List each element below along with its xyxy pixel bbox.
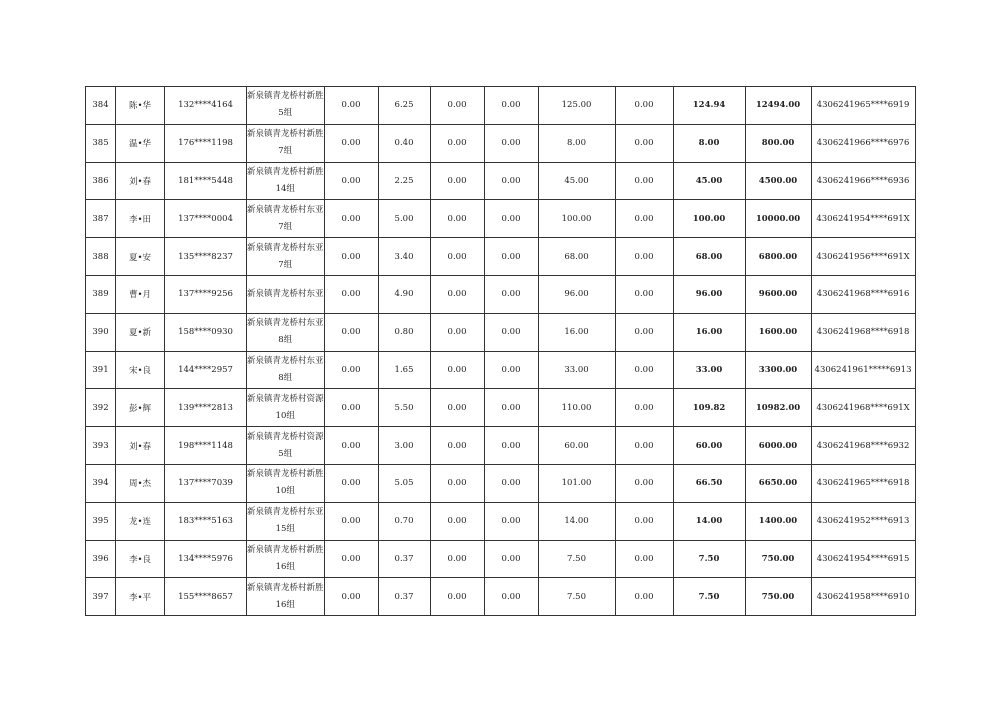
id-number: 4306241961*****6913: [811, 351, 915, 389]
value-col-3: 0.00: [430, 464, 484, 502]
address-line-1: 新泉镇青龙桥村东亚: [247, 355, 324, 366]
table-row: [86, 275, 916, 313]
table-row: [86, 540, 916, 578]
value-col-5: 101.00: [538, 464, 615, 502]
table-row: [86, 238, 916, 276]
address-line-1: 新泉镇青龙桥村东亚: [247, 288, 324, 299]
value-col-3: 0.00: [430, 351, 484, 389]
id-number: 4306241968****691X: [811, 389, 915, 427]
value-col-5: 45.00: [538, 162, 615, 200]
amount-total: 10982.00: [745, 389, 811, 427]
person-name: 刘•春: [116, 427, 165, 465]
value-col-4: 0.00: [484, 124, 538, 162]
value-col-7: 14.00: [673, 502, 745, 540]
id-number: 4306241952****6913: [811, 502, 915, 540]
address-cell: [247, 351, 325, 389]
phone-number: 137****0004: [165, 200, 247, 238]
address-line-2: 16组: [275, 561, 295, 572]
value-col-7: 45.00: [673, 162, 745, 200]
value-col-5: 96.00: [538, 275, 615, 313]
value-col-2: 5.00: [378, 200, 430, 238]
value-col-2: 0.37: [378, 578, 430, 616]
phone-number: 144****2957: [165, 351, 247, 389]
person-name: 陈•华: [116, 87, 165, 125]
value-col-4: 0.00: [484, 389, 538, 427]
address-line-2: 7组: [278, 221, 293, 232]
address-line-2: 5组: [278, 448, 293, 459]
address-cell: [247, 87, 325, 125]
phone-number: 137****9256: [165, 275, 247, 313]
address-cell: [247, 540, 325, 578]
amount-total: 800.00: [745, 124, 811, 162]
row-number: 387: [86, 200, 116, 238]
value-col-4: 0.00: [484, 238, 538, 276]
person-name: 夏•新: [116, 313, 165, 351]
amount-total: 750.00: [745, 540, 811, 578]
value-col-4: 0.00: [484, 427, 538, 465]
value-col-1: 0.00: [324, 351, 378, 389]
table-row: [86, 200, 916, 238]
id-number: 4306241966****6976: [811, 124, 915, 162]
amount-total: 10000.00: [745, 200, 811, 238]
value-col-1: 0.00: [324, 124, 378, 162]
address-line-2: 8组: [278, 335, 293, 346]
value-col-2: 1.65: [378, 351, 430, 389]
person-name: 温•华: [116, 124, 165, 162]
address-line-2: 15组: [275, 524, 295, 535]
person-name: 龙•连: [116, 502, 165, 540]
id-number: 4306241965****6918: [811, 464, 915, 502]
id-number: 4306241954****6915: [811, 540, 915, 578]
value-col-1: 0.00: [324, 502, 378, 540]
person-name: 宋•良: [116, 351, 165, 389]
value-col-1: 0.00: [324, 464, 378, 502]
address-line-2: 5组: [278, 108, 293, 119]
value-col-4: 0.00: [484, 275, 538, 313]
address-line-1: 新泉镇青龙桥村新胜: [247, 166, 324, 177]
value-col-6: 0.00: [615, 502, 673, 540]
address-cell: [247, 275, 325, 313]
address-line-1: 新泉镇青龙桥村东亚: [247, 242, 324, 253]
value-col-1: 0.00: [324, 87, 378, 125]
value-col-1: 0.00: [324, 238, 378, 276]
id-number: 4306241968****6916: [811, 275, 915, 313]
value-col-7: 124.94: [673, 87, 745, 125]
row-number: 394: [86, 464, 116, 502]
value-col-6: 0.00: [615, 540, 673, 578]
value-col-1: 0.00: [324, 427, 378, 465]
value-col-2: 0.70: [378, 502, 430, 540]
address-line-1: 新泉镇青龙桥村新胜: [247, 469, 324, 480]
value-col-7: 8.00: [673, 124, 745, 162]
person-name: 刘•春: [116, 162, 165, 200]
value-col-5: 68.00: [538, 238, 615, 276]
address-cell: [247, 124, 325, 162]
address-cell: [247, 389, 325, 427]
value-col-6: 0.00: [615, 124, 673, 162]
address-cell: [247, 162, 325, 200]
value-col-4: 0.00: [484, 540, 538, 578]
table-row: [86, 502, 916, 540]
address-cell: [247, 313, 325, 351]
phone-number: 135****8237: [165, 238, 247, 276]
value-col-6: 0.00: [615, 87, 673, 125]
value-col-5: 16.00: [538, 313, 615, 351]
address-line-2: 7组: [278, 259, 293, 270]
id-number: 4306241954****691X: [811, 200, 915, 238]
value-col-7: 16.00: [673, 313, 745, 351]
row-number: 385: [86, 124, 116, 162]
address-line-2: 7组: [278, 146, 293, 157]
value-col-6: 0.00: [615, 275, 673, 313]
value-col-3: 0.00: [430, 200, 484, 238]
person-name: 李•良: [116, 540, 165, 578]
address-line-2: 8组: [278, 372, 293, 383]
value-col-3: 0.00: [430, 578, 484, 616]
value-col-7: 7.50: [673, 578, 745, 616]
value-col-1: 0.00: [324, 200, 378, 238]
person-name: 曹•月: [116, 275, 165, 313]
row-number: 386: [86, 162, 116, 200]
value-col-4: 0.00: [484, 200, 538, 238]
row-number: 397: [86, 578, 116, 616]
value-col-5: 7.50: [538, 540, 615, 578]
value-col-6: 0.00: [615, 427, 673, 465]
address-cell: [247, 427, 325, 465]
value-col-7: 96.00: [673, 275, 745, 313]
address-line-1: 新泉镇青龙桥村新胜: [247, 582, 324, 593]
address-line-1: 新泉镇青龙桥村新胜: [247, 129, 324, 140]
value-col-1: 0.00: [324, 275, 378, 313]
value-col-3: 0.00: [430, 502, 484, 540]
table-row: [86, 313, 916, 351]
value-col-5: 7.50: [538, 578, 615, 616]
value-col-3: 0.00: [430, 162, 484, 200]
value-col-3: 0.00: [430, 540, 484, 578]
phone-number: 132****4164: [165, 87, 247, 125]
table-row: [86, 464, 916, 502]
address-line-1: 新泉镇青龙桥村东亚: [247, 204, 324, 215]
value-col-5: 8.00: [538, 124, 615, 162]
row-number: 396: [86, 540, 116, 578]
amount-total: 6800.00: [745, 238, 811, 276]
table-row: [86, 351, 916, 389]
address-line-1: 新泉镇青龙桥村新胜: [247, 544, 324, 555]
row-number: 384: [86, 87, 116, 125]
address-line-2: 16组: [275, 599, 295, 610]
value-col-5: 100.00: [538, 200, 615, 238]
table-row: [86, 578, 916, 616]
amount-total: 12494.00: [745, 87, 811, 125]
row-number: 391: [86, 351, 116, 389]
amount-total: 1400.00: [745, 502, 811, 540]
value-col-6: 0.00: [615, 464, 673, 502]
value-col-1: 0.00: [324, 540, 378, 578]
value-col-4: 0.00: [484, 502, 538, 540]
person-name: 夏•安: [116, 238, 165, 276]
phone-number: 183****5163: [165, 502, 247, 540]
value-col-4: 0.00: [484, 351, 538, 389]
value-col-4: 0.00: [484, 313, 538, 351]
address-line-1: 新泉镇青龙桥村东亚: [247, 318, 324, 329]
value-col-6: 0.00: [615, 313, 673, 351]
value-col-6: 0.00: [615, 200, 673, 238]
value-col-2: 4.90: [378, 275, 430, 313]
row-number: 395: [86, 502, 116, 540]
value-col-1: 0.00: [324, 578, 378, 616]
value-col-1: 0.00: [324, 162, 378, 200]
value-col-2: 6.25: [378, 87, 430, 125]
row-number: 393: [86, 427, 116, 465]
address-cell: [247, 578, 325, 616]
value-col-1: 0.00: [324, 313, 378, 351]
amount-total: 1600.00: [745, 313, 811, 351]
value-col-2: 5.50: [378, 389, 430, 427]
address-line-1: 新泉镇青龙桥村资源: [247, 431, 324, 442]
value-col-6: 0.00: [615, 162, 673, 200]
address-line-1: 新泉镇青龙桥村东亚: [247, 507, 324, 518]
table-row: [86, 124, 916, 162]
address-line-2: 10组: [275, 486, 295, 497]
amount-total: 750.00: [745, 578, 811, 616]
value-col-6: 0.00: [615, 351, 673, 389]
value-col-6: 0.00: [615, 389, 673, 427]
value-col-1: 0.00: [324, 389, 378, 427]
value-col-5: 110.00: [538, 389, 615, 427]
address-line-1: 新泉镇青龙桥村新胜: [247, 91, 324, 102]
phone-number: 137****7039: [165, 464, 247, 502]
ledger-table: [85, 86, 916, 616]
phone-number: 134****5976: [165, 540, 247, 578]
row-number: 389: [86, 275, 116, 313]
value-col-7: 66.50: [673, 464, 745, 502]
amount-total: 4500.00: [745, 162, 811, 200]
value-col-3: 0.00: [430, 427, 484, 465]
value-col-4: 0.00: [484, 87, 538, 125]
value-col-4: 0.00: [484, 162, 538, 200]
address-line-2: 14组: [275, 183, 295, 194]
value-col-2: 0.40: [378, 124, 430, 162]
value-col-5: 14.00: [538, 502, 615, 540]
phone-number: 181****5448: [165, 162, 247, 200]
value-col-7: 109.82: [673, 389, 745, 427]
value-col-2: 3.00: [378, 427, 430, 465]
id-number: 4306241968****6918: [811, 313, 915, 351]
value-col-4: 0.00: [484, 464, 538, 502]
address-line-1: 新泉镇青龙桥村资源: [247, 393, 324, 404]
value-col-7: 68.00: [673, 238, 745, 276]
value-col-3: 0.00: [430, 313, 484, 351]
address-cell: [247, 502, 325, 540]
value-col-6: 0.00: [615, 238, 673, 276]
value-col-2: 3.40: [378, 238, 430, 276]
id-number: 4306241956****691X: [811, 238, 915, 276]
table-row: [86, 162, 916, 200]
value-col-3: 0.00: [430, 389, 484, 427]
value-col-7: 60.00: [673, 427, 745, 465]
person-name: 李•平: [116, 578, 165, 616]
value-col-2: 2.25: [378, 162, 430, 200]
address-cell: [247, 200, 325, 238]
amount-total: 6000.00: [745, 427, 811, 465]
id-number: 4306241966****6936: [811, 162, 915, 200]
amount-total: 3300.00: [745, 351, 811, 389]
table-row: [86, 87, 916, 125]
value-col-2: 0.80: [378, 313, 430, 351]
phone-number: 198****1148: [165, 427, 247, 465]
value-col-5: 33.00: [538, 351, 615, 389]
id-number: 4306241965****6919: [811, 87, 915, 125]
address-line-2: 10组: [275, 410, 295, 421]
value-col-6: 0.00: [615, 578, 673, 616]
phone-number: 155****8657: [165, 578, 247, 616]
value-col-3: 0.00: [430, 124, 484, 162]
value-col-2: 0.37: [378, 540, 430, 578]
person-name: 周•杰: [116, 464, 165, 502]
person-name: 彭•辉: [116, 389, 165, 427]
phone-number: 139****2813: [165, 389, 247, 427]
row-number: 390: [86, 313, 116, 351]
value-col-7: 33.00: [673, 351, 745, 389]
row-number: 392: [86, 389, 116, 427]
row-number: 388: [86, 238, 116, 276]
address-cell: [247, 464, 325, 502]
value-col-7: 100.00: [673, 200, 745, 238]
person-name: 李•田: [116, 200, 165, 238]
id-number: 4306241968****6932: [811, 427, 915, 465]
value-col-3: 0.00: [430, 275, 484, 313]
id-number: 4306241958****6910: [811, 578, 915, 616]
amount-total: 9600.00: [745, 275, 811, 313]
table-body: [86, 87, 916, 616]
value-col-5: 125.00: [538, 87, 615, 125]
table-row: [86, 427, 916, 465]
phone-number: 176****1198: [165, 124, 247, 162]
value-col-5: 60.00: [538, 427, 615, 465]
value-col-2: 5.05: [378, 464, 430, 502]
address-cell: [247, 238, 325, 276]
phone-number: 158****0930: [165, 313, 247, 351]
value-col-3: 0.00: [430, 238, 484, 276]
table-row: [86, 389, 916, 427]
value-col-4: 0.00: [484, 578, 538, 616]
value-col-3: 0.00: [430, 87, 484, 125]
amount-total: 6650.00: [745, 464, 811, 502]
value-col-7: 7.50: [673, 540, 745, 578]
